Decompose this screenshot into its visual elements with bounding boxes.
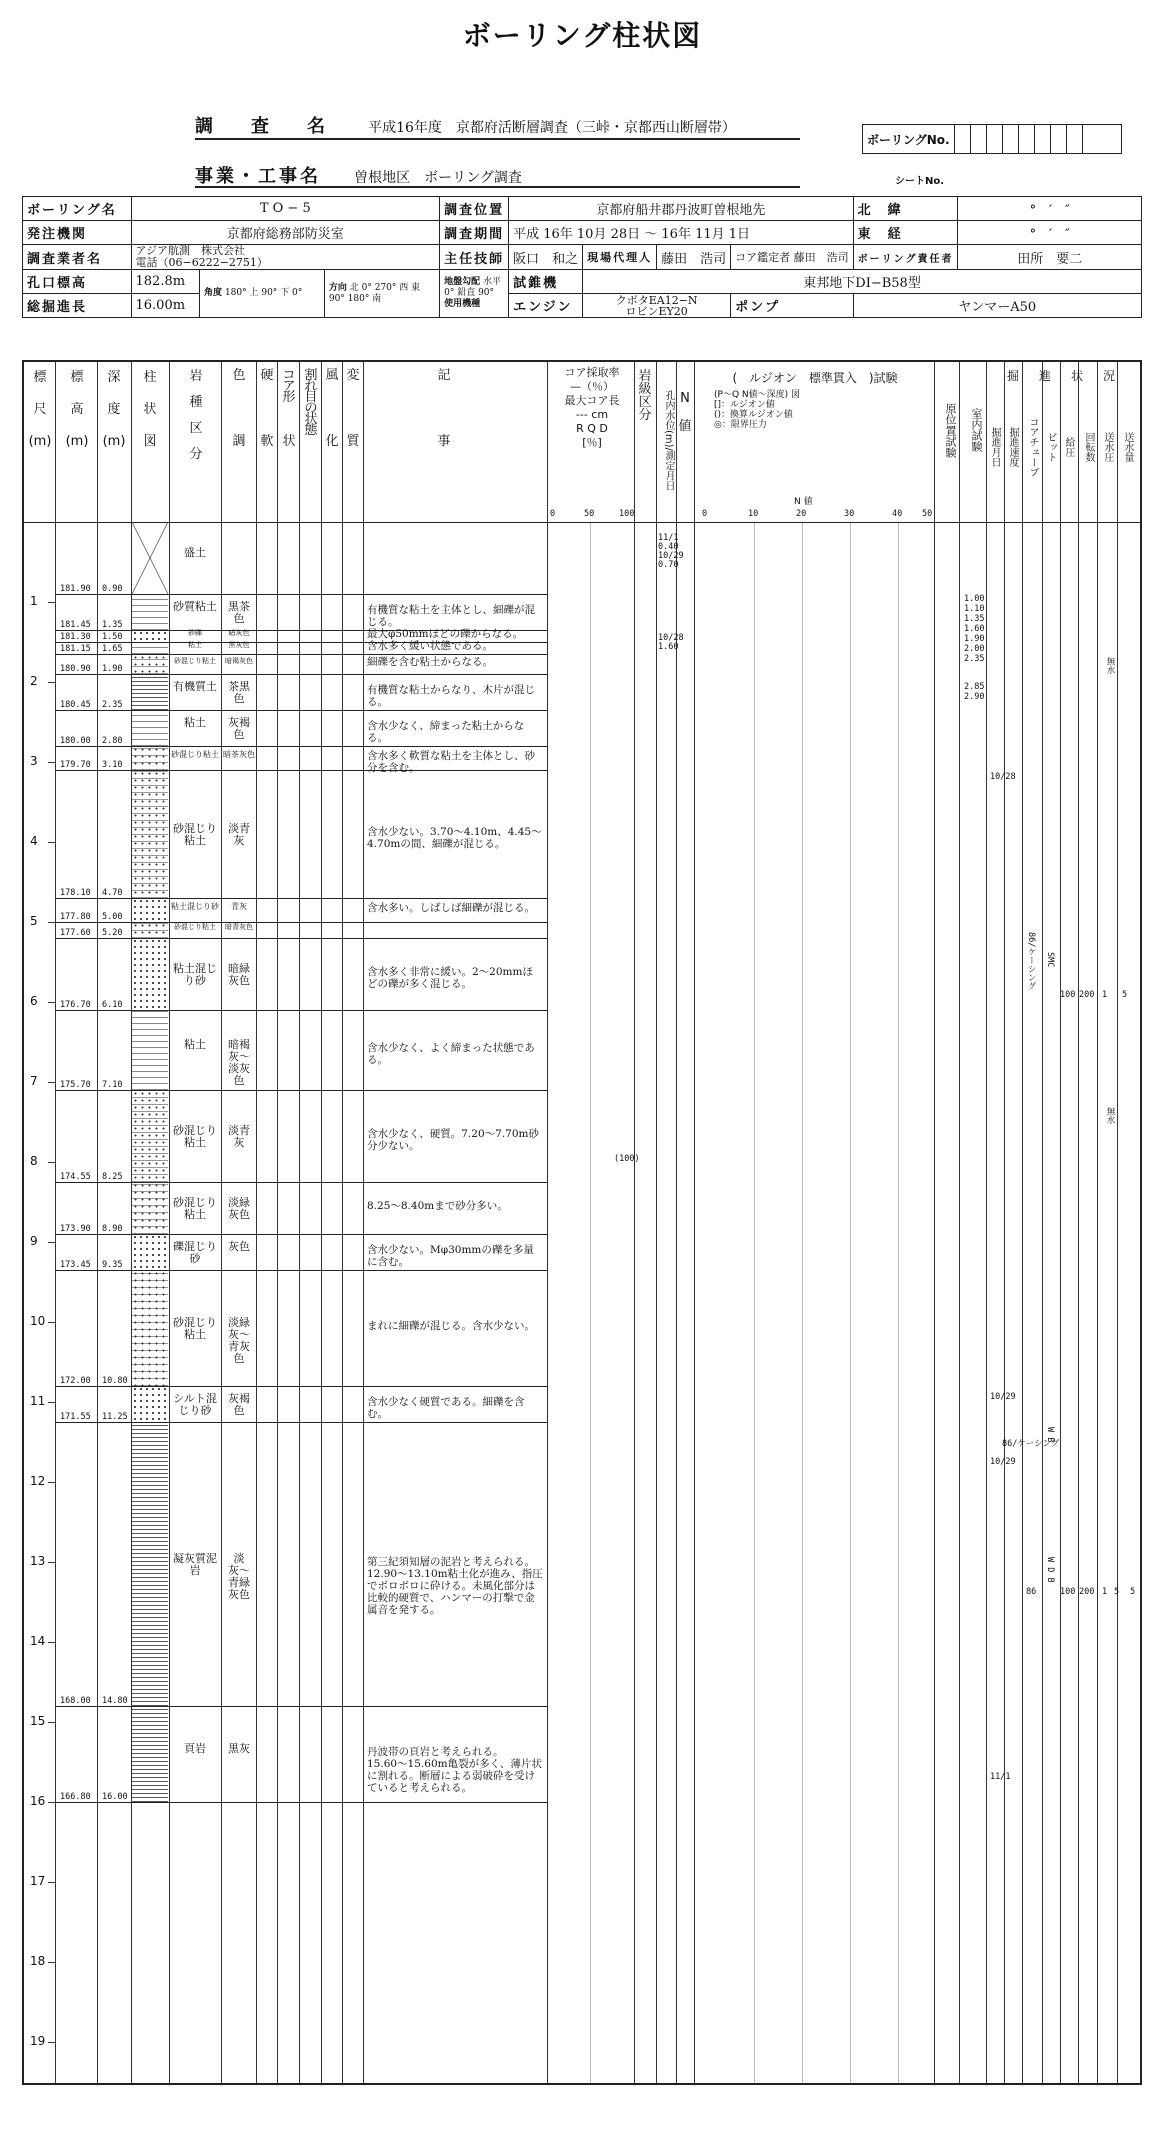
survey-label: 調 査 名 [195, 116, 335, 137]
layer-description: 第三紀須知層の泥岩と考えられる。12.90〜13.10m粘土化が進み、指圧でボロボロに砕ける。未風化部分は比較的硬質で、ハンマーの打撃で金属音を発する。 [367, 1556, 543, 1616]
layer-description: 含水少なく硬質である。細礫を含む。 [367, 1396, 525, 1420]
column-pattern [132, 1386, 168, 1422]
col-column: 柱 状 図 [143, 370, 157, 449]
layer-elevation: 166.80 [60, 1792, 91, 1802]
layer-color: 暗灰色 [228, 629, 250, 637]
layer-description: 細礫を含む粘土からなる。 [367, 656, 493, 668]
layer-description: 含水少なく、よく締まった状態である。 [367, 1042, 535, 1066]
layer-description: 有機質な粘土を主体とし、細礫が混じる。 [367, 604, 535, 628]
layer-elevation: 181.15 [60, 644, 91, 654]
layer-description: 含水少ない。Mφ30mmの礫を多量に含む。 [367, 1244, 534, 1268]
core-tube-3: 86 [1026, 1587, 1037, 1597]
n-tick-50: 50 [922, 509, 933, 519]
depth-mark: 9 [30, 1234, 38, 1248]
layer-depth: 1.35 [102, 620, 123, 630]
col-lab: 室内試験 [970, 408, 983, 452]
depth-mark: 19 [30, 2034, 46, 2048]
pump: ヤンマーA50 [853, 294, 1141, 318]
layer-name: 粘土 [184, 1038, 206, 1051]
col-depth: 深 度 (m) [102, 370, 126, 449]
depth-mark: 18 [30, 1954, 46, 1968]
lab-sample: 2.35 [964, 654, 985, 664]
slope-h: 水平 0° [444, 277, 501, 298]
depth-mark: 5 [30, 914, 38, 928]
bit-3: W D B [1045, 1557, 1055, 1583]
layer-name: 砂混じり粘土 [173, 822, 217, 847]
engine2: ロビンEY20 [625, 304, 688, 318]
layer-description: 含水少なく、締まった粘土からなる。 [367, 720, 525, 744]
layer-color: 灰色 [228, 1240, 250, 1253]
layer-depth: 1.90 [102, 664, 123, 674]
col-crack: 割 れ 目 の 状 態 [304, 368, 318, 438]
layer-name: 砂混じり粘土 [173, 1124, 217, 1149]
lab-sample: 2.90 [964, 692, 985, 702]
lugeon-note4: ◎：限界圧力 [714, 420, 767, 430]
project-name: 曽根地区 ボーリング調査 [354, 170, 522, 186]
layer-depth: 1.50 [102, 632, 123, 642]
layer-color: 淡青灰 [228, 1124, 250, 1149]
no-water-1: 無水 [1105, 657, 1115, 674]
engine-cell [583, 294, 731, 318]
col-hardness: 硬 軟 [260, 368, 274, 449]
depth-mark: 14 [30, 1634, 46, 1648]
lab-sample: 1.60 [964, 624, 985, 634]
col-drill-status: 掘 進 状 況 [1006, 369, 1119, 383]
layer-elevation: 177.80 [60, 912, 91, 922]
location: 京都府船井郡丹波町曽根地先 [509, 197, 854, 221]
layer-name: 盛土 [184, 546, 206, 559]
layer-name: 頁岩 [184, 1742, 206, 1755]
page-title: ボーリング柱状図 [462, 19, 703, 52]
layer-depth: 8.25 [102, 1172, 123, 1182]
column-pattern [132, 630, 168, 642]
layer-description: 含水多く緩い状態である。 [367, 640, 493, 652]
engine-label: エンジン [509, 294, 583, 318]
drill-date-2: 10/29 [990, 1392, 1016, 1402]
sheet-label: シートNo. [895, 176, 945, 187]
drill-date-1: 10/28 [990, 772, 1016, 782]
depth-mark: 6 [30, 994, 38, 1008]
layer-elevation: 181.30 [60, 632, 91, 642]
layer-color: 暗褐灰〜淡灰色 [228, 1038, 250, 1087]
core-tube-1: 86/ケーシング [1026, 932, 1036, 990]
dir-w: 270° 西 [374, 282, 409, 293]
n-axis-label: N 値 [794, 497, 813, 507]
layer-elevation: 176.70 [60, 1000, 91, 1010]
depth-mark: 4 [30, 834, 38, 848]
core-value: (100) [614, 1154, 640, 1164]
column-pattern [132, 938, 168, 1010]
project-label: 事業・工事名 [195, 166, 321, 187]
layer-description: 含水多い。しばしば細礫が混じる。 [367, 902, 535, 914]
water-level-1 [658, 534, 684, 570]
angle-down: 下 0° [280, 288, 303, 298]
angle-up: 180° 上 [224, 288, 259, 298]
col-core-tube: コアチューブ [1027, 417, 1038, 477]
elev-label: 孔口標高 [23, 270, 132, 294]
lab-samples [964, 594, 984, 702]
agent: 藤田 浩司 [657, 245, 731, 270]
column-pattern [132, 1090, 168, 1182]
layer-name: 砂混じり粘土 [174, 657, 216, 665]
engine: クボタEA12−N [615, 293, 698, 307]
layer-depth: 16.00 [102, 1792, 128, 1802]
layer-description: 含水少なく、硬質。7.20〜7.70m砂分少ない。 [367, 1128, 540, 1152]
depth-mark: 7 [30, 1074, 38, 1088]
layer-color: 淡灰〜青緑灰色 [228, 1552, 250, 1601]
layer-name: 砂混じり粘土 [174, 923, 216, 931]
col-scale: 標 尺 (m) [28, 370, 52, 449]
layer-elevation: 172.00 [60, 1376, 91, 1386]
col-water-volume: 送水量 [1122, 432, 1133, 462]
pressure-1: 100 [1060, 990, 1076, 1000]
depth-mark: 3 [30, 754, 38, 768]
layer-color: 黒灰色 [228, 641, 250, 649]
depth-mark: 2 [30, 674, 38, 688]
layer-color: 暗緑灰色 [228, 962, 250, 987]
lab-sample: 1.35 [964, 614, 985, 624]
water-pressure-1: 1 [1102, 990, 1108, 1000]
layer-name: 粘土混じり砂 [173, 962, 217, 987]
bit-2: W B [1045, 1427, 1055, 1443]
depth-mark: 8 [30, 1154, 38, 1168]
slope-v: 鉛直 90° [457, 288, 495, 298]
col-drill-date: 掘進月日 [989, 427, 1000, 467]
layer-color: 灰褐色 [228, 1392, 250, 1417]
drain-volume-3: 5 [1130, 1587, 1136, 1597]
pressure-3: 100 [1060, 1587, 1076, 1597]
no-water-2: 無水 [1105, 1107, 1115, 1124]
layer-description: 最大φ50mmほどの礫からなる。 [367, 628, 524, 640]
lon-label: 東 経 [853, 221, 958, 245]
layer-description: 含水多く非常に緩い。2〜20mmほどの礫が多く混じる。 [367, 966, 533, 990]
dir-n: 北 0° [349, 282, 372, 293]
col-core-shape: コ ア 形 状 [282, 368, 296, 449]
col-color: 色 調 [232, 368, 246, 449]
depth-mark: 17 [30, 1874, 46, 1888]
depth-mark: 12 [30, 1474, 46, 1488]
n-tick-40: 40 [892, 509, 903, 519]
col-description: 記 事 [437, 368, 451, 449]
rig-label: 試錐機 [509, 270, 583, 294]
layer-depth: 2.35 [102, 700, 123, 710]
layer-depth: 2.80 [102, 736, 123, 746]
column-pattern [132, 594, 168, 630]
bit-1: SMC [1045, 952, 1055, 968]
layer-depth: 6.10 [102, 1000, 123, 1010]
column-pattern [132, 746, 168, 770]
depth-mark: 15 [30, 1714, 46, 1728]
core-tube-2: 86/ケーシング [1002, 1439, 1060, 1449]
water-val-1: 0.40 [658, 542, 679, 552]
layer-color: 暗青灰色 [225, 923, 253, 931]
boring-name-label: ボーリング名 [23, 197, 132, 221]
water-volume-1: 5 [1122, 990, 1128, 1000]
layer-description: 含水多く軟質な粘土を主体とし、砂分を含む。 [367, 750, 535, 774]
info-table [22, 196, 1142, 318]
col-water-pressure: 送水圧 [1102, 432, 1113, 462]
col-weathering: 風 化 [325, 368, 339, 449]
n-tick-20: 20 [796, 509, 807, 519]
lab-sample: 1.90 [964, 634, 985, 644]
depth-mark: 11 [30, 1394, 46, 1408]
column-pattern [132, 770, 168, 898]
col-rotation: 回転数 [1083, 432, 1094, 462]
lab-sample: 2.85 [964, 682, 985, 692]
contractor: アジア航測 株式会社 [135, 244, 246, 257]
layer-elevation: 173.90 [60, 1224, 91, 1234]
boring-log [22, 360, 1142, 2085]
layer-color: 青灰 [231, 902, 247, 911]
lab-sample: 1.00 [964, 594, 985, 604]
water-date-2: 10/29 [658, 551, 684, 561]
lon: ° ′ ″ [958, 221, 1142, 245]
column-pattern [132, 1010, 168, 1090]
n-tick-30: 30 [844, 509, 855, 519]
layer-depth: 1.65 [102, 644, 123, 654]
layer-depth: 10.80 [102, 1376, 128, 1386]
direction-cell [324, 270, 439, 318]
col-rock-type: 岩 種 区 分 [189, 369, 203, 462]
col-alteration: 変 質 [346, 368, 360, 449]
col-core-rate: コア採取率 —（％） 最大コア長 --- cm R Q D [％] [564, 366, 620, 449]
depth-mark: 16 [30, 1794, 46, 1808]
layer-name: 礫混じり砂 [173, 1240, 217, 1265]
layer-depth: 0.90 [102, 584, 123, 594]
layer-depth: 9.35 [102, 1260, 123, 1270]
engineer: 阪口 和之 [509, 245, 583, 270]
layer-color: 淡青灰 [228, 822, 250, 847]
n-tick-10: 10 [748, 509, 759, 519]
depth-mark: 13 [30, 1554, 46, 1568]
depth-mark: 1 [30, 594, 38, 608]
water-val-3: 1.60 [658, 642, 679, 652]
layer-elevation: 177.60 [60, 928, 91, 938]
rotation-1: 200 [1079, 990, 1095, 1000]
layer-name: 砂礫 [188, 629, 202, 637]
pump-label: ポンプ [731, 294, 854, 318]
survey-name-row [195, 112, 800, 140]
col-insitu: 原位置試験 [944, 402, 957, 458]
layer-color: 黒茶色 [228, 600, 250, 625]
lat: ° ′ ″ [958, 197, 1142, 221]
core-label: コア鑑定者 [735, 251, 791, 264]
drill-date-4: 11/1 [990, 1772, 1011, 1782]
elev: 182.8m [131, 270, 200, 294]
layer-description: 含水少ない。3.70〜4.10m、4.45〜4.70mの間、細礫が混じる。 [367, 826, 542, 850]
rotation-3: 200 [1079, 1587, 1095, 1597]
layer-name: 有機質土 [173, 680, 217, 693]
layer-name: 粘土 [184, 716, 206, 729]
col-drill-speed: 掘進速度 [1007, 427, 1018, 467]
column-pattern [132, 1422, 168, 1706]
layer-color: 黒灰 [228, 1742, 250, 1755]
layer-color: 淡緑灰色 [228, 1196, 250, 1221]
layer-elevation: 174.55 [60, 1172, 91, 1182]
col-elevation: 標 高 (m) [65, 370, 89, 449]
period: 平成 16年 10月 28日 〜 16年 11月 1日 [509, 221, 854, 245]
water-date-1: 11/1 [658, 533, 679, 543]
layer-color: 淡緑灰〜青灰色 [228, 1316, 250, 1365]
core-tick-50: 50 [584, 509, 595, 519]
water-val-2: 0.70 [658, 560, 679, 570]
layer-name: 砂混じり粘土 [171, 750, 219, 759]
boring-no-label: ボーリングNo. [867, 133, 950, 147]
col-bit: ビット [1045, 432, 1056, 462]
layer-depth: 7.10 [102, 1080, 123, 1090]
column-pattern [132, 710, 168, 746]
slope-cell [440, 270, 509, 318]
layer-elevation: 173.45 [60, 1260, 91, 1270]
layer-elevation: 180.00 [60, 736, 91, 746]
layer-depth: 11.25 [102, 1412, 128, 1422]
column-pattern [132, 1706, 168, 1802]
column-pattern [132, 1270, 168, 1386]
project-name-row [195, 162, 800, 188]
core-person: 藤田 浩司 [793, 251, 849, 264]
lugeon-note1: (P〜Q N値〜深度) 図 [714, 390, 800, 400]
layer-elevation: 171.55 [60, 1412, 91, 1422]
engineer-label: 主任技師 [440, 245, 509, 270]
lab-sample: 1.10 [964, 604, 985, 614]
layer-name: 粘土混じり砂 [171, 902, 219, 911]
layer-elevation: 168.00 [60, 1696, 91, 1706]
water-level-2 [658, 634, 684, 652]
layer-depth: 5.20 [102, 928, 123, 938]
layer-elevation: 178.10 [60, 888, 91, 898]
col-rock-class: 岩 級 区 分 [638, 369, 652, 423]
slope-label: 地盤勾配 [444, 277, 481, 287]
layer-depth: 8.90 [102, 1224, 123, 1234]
layer-description: 丹波帯の頁岩と考えられる。15.60〜15.60m亀裂が多く、薄片状に割れる。断層による弱破砕を受けていると考えられる。 [367, 1746, 542, 1794]
client-label: 発注機関 [23, 221, 132, 245]
layer-color: 灰褐色 [228, 716, 250, 741]
drill-date-3: 10/29 [990, 1457, 1016, 1467]
lab-sample: 2.00 [964, 644, 985, 654]
layer-elevation: 180.90 [60, 664, 91, 674]
col-water-level: 孔内水位(m)/測定月日 [663, 389, 674, 491]
column-pattern [132, 1182, 168, 1234]
column-pattern [132, 674, 168, 710]
machine-use-label: 使用機種 [444, 299, 481, 309]
layer-depth: 3.10 [102, 760, 123, 770]
column-pattern [132, 642, 168, 654]
layer-name: 砂混じり粘土 [173, 1196, 217, 1221]
water-pressure-3: 1 [1102, 1587, 1108, 1597]
col-lugeon-title: ( ルジオン 標準貫入 )試験 [732, 371, 898, 385]
contractor-tel: 電話（06−6222−2751） [135, 256, 268, 269]
rig: 東邦地下DI−B58型 [583, 270, 1142, 294]
layer-name: 砂質粘土 [173, 600, 217, 613]
layer-name: 凝灰質泥岩 [173, 1552, 217, 1577]
layer-description: 8.25〜8.40mまで砂分多い。 [367, 1200, 508, 1212]
layer-name: シルト混じり砂 [173, 1392, 217, 1417]
lugeon-note3: ()：換算ルジオン値 [714, 410, 793, 420]
water-date-3: 10/28 [658, 633, 684, 643]
dir-label: 方向 [328, 282, 347, 293]
column-pattern [132, 922, 168, 938]
layer-depth: 4.70 [102, 888, 123, 898]
layer-elevation: 179.70 [60, 760, 91, 770]
core-label-cell [731, 245, 854, 270]
angle-cell [200, 270, 325, 318]
contractor-label: 調査業者名 [23, 245, 132, 270]
total-depth: 16.00m [131, 294, 200, 318]
dir-s: 180° 南 [347, 293, 382, 304]
boring-no-box [862, 124, 1122, 154]
column-pattern [132, 1234, 168, 1270]
water-volume-3: 5 [1114, 1587, 1120, 1597]
survey-name: 平成16年度 京都府活断層調査（三峠・京都西山断層帯） [368, 120, 736, 136]
lugeon-note2: []：ルジオン値 [714, 400, 775, 410]
layer-name: 粘土 [188, 641, 202, 649]
core-tick-100: 100 [619, 509, 635, 519]
depth-mark: 10 [30, 1314, 46, 1328]
boring-resp: 田所 要二 [958, 245, 1142, 270]
boring-name: T O − 5 [131, 197, 440, 221]
col-pressure: 給圧 [1063, 437, 1074, 457]
dir-e: 東 90° [328, 282, 421, 304]
angle-label: 角度 [204, 288, 223, 298]
col-n-value: N 値 [678, 391, 692, 434]
location-label: 調査位置 [440, 197, 509, 221]
layer-name: 砂混じり粘土 [173, 1316, 217, 1341]
layer-color: 暗茶灰色 [223, 750, 255, 759]
boring-resp-label: ボーリング責任者 [853, 245, 958, 270]
angle-90: 90° [261, 288, 278, 298]
client: 京都府総務部防災室 [131, 221, 440, 245]
layer-elevation: 181.45 [60, 620, 91, 630]
layer-depth: 14.80 [102, 1696, 128, 1706]
layer-elevation: 175.70 [60, 1080, 91, 1090]
n-tick-0: 0 [702, 509, 708, 519]
layer-color: 暗褐灰色 [225, 657, 253, 665]
layer-description: まれに細礫が混じる。含水少ない。 [367, 1320, 535, 1332]
column-pattern [132, 898, 168, 922]
layer-elevation: 181.90 [60, 584, 91, 594]
column-pattern [132, 522, 168, 594]
contractor-cell [131, 245, 440, 270]
layer-depth: 5.00 [102, 912, 123, 922]
layer-elevation: 180.45 [60, 700, 91, 710]
layer-description: 有機質な粘土からなり、木片が混じる。 [367, 684, 535, 708]
column-pattern [132, 654, 168, 674]
core-tick-0: 0 [550, 509, 556, 519]
lugeon-legend [714, 390, 800, 430]
agent-label: 現場代理人 [583, 245, 657, 270]
layer-color: 茶黒色 [228, 680, 250, 705]
period-label: 調査期間 [440, 221, 509, 245]
lat-label: 北 緯 [853, 197, 958, 221]
depth-label: 総掘進長 [23, 294, 132, 318]
